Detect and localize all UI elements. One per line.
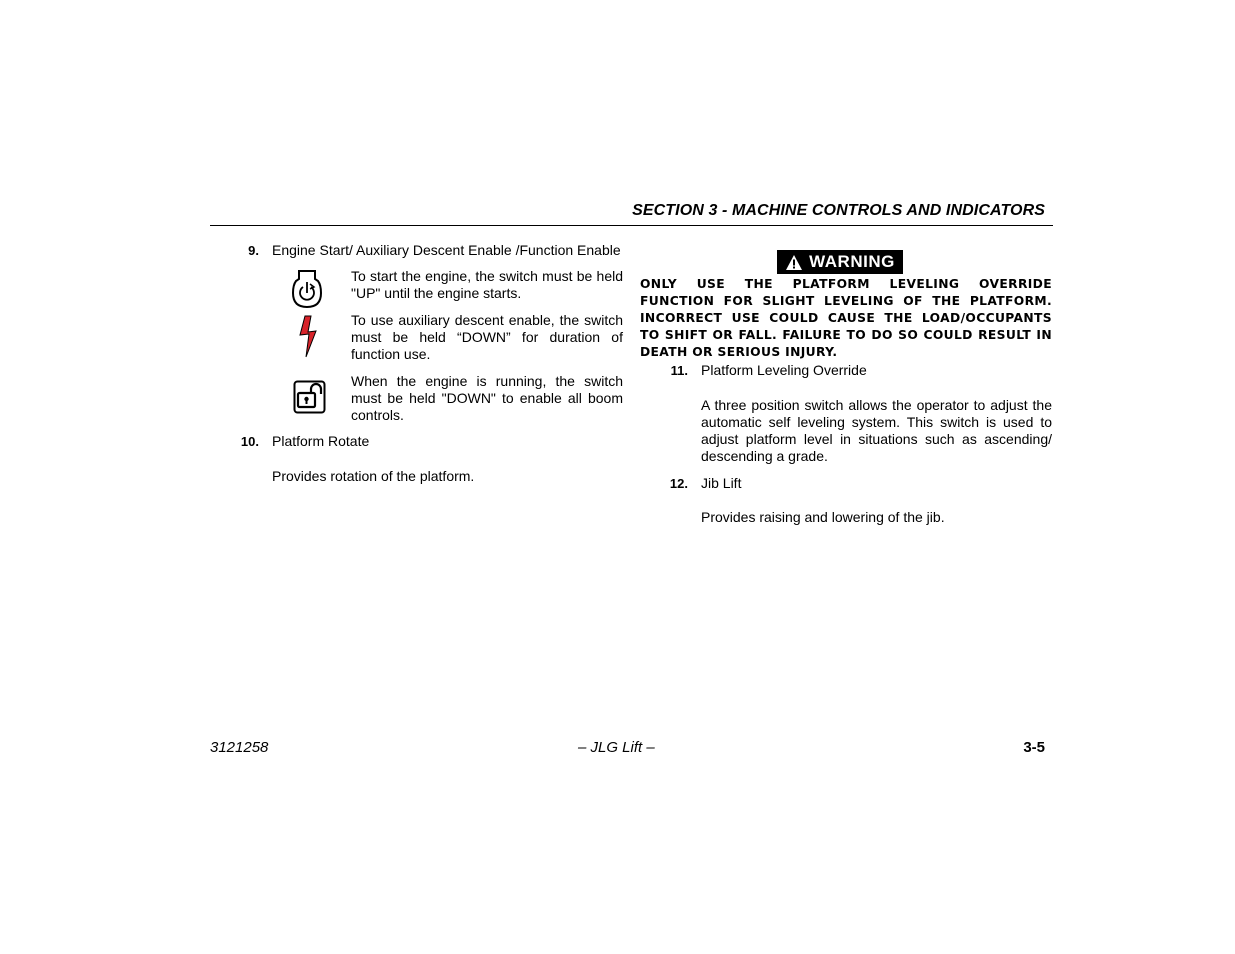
- footer-page-number: 3-5: [1023, 739, 1045, 756]
- item-9-title: Engine Start/ Auxiliary Descent Enable /Function Enable: [272, 242, 621, 258]
- item-12-description: Provides raising and lowering of the jib.: [701, 509, 945, 525]
- header-divider: [210, 225, 1053, 226]
- engine-start-icon: [291, 267, 323, 316]
- item-9-number: 9.: [248, 243, 259, 258]
- footer-publisher: – JLG Lift –: [578, 739, 655, 756]
- engine-start-text: To start the engine, the switch must be held "UP" until the engine starts.: [351, 268, 623, 301]
- item-10-title: Platform Rotate: [272, 433, 370, 449]
- function-enable-padlock-icon: [293, 380, 326, 419]
- footer-doc-number: 3121258: [210, 739, 269, 756]
- warning-label: WARNING: [809, 252, 895, 271]
- warning-text: ONLY USE THE PLATFORM LEVELING OVERRIDE FUNCTION FOR SLIGHT LEVELING OF THE PLATFORM. INCORRECT USE COULD CAUSE THE LOAD/OCCUPANTS TO SHIFT OR FALL. FAILURE TO DO SO COULD RESULT IN DEATH OR SERIOUS INJURY.: [640, 277, 1052, 359]
- item-12-number: 12.: [669, 476, 688, 491]
- item-11-description: A three position switch allows the operator to adjust the automatic self leveling system. This switch is used to adjust platform level in situations such as ascending/ descending a grade.: [701, 397, 1052, 464]
- section-title: SECTION 3 - MACHINE CONTROLS AND INDICATORS: [632, 202, 1045, 219]
- item-11-number: 11.: [670, 363, 688, 378]
- auxiliary-descent-text: To use auxiliary descent enable, the switch must be held “DOWN” for duration of function use.: [351, 312, 623, 362]
- function-enable-text: When the engine is running, the switch must be held "DOWN" to enable all boom controls.: [351, 373, 623, 423]
- auxiliary-power-lightning-icon: [297, 315, 319, 364]
- item-10-description: Provides rotation of the platform.: [272, 468, 475, 484]
- item-11-title: Platform Leveling Override: [701, 362, 867, 378]
- item-10-number: 10.: [240, 434, 259, 449]
- item-12-title: Jib Lift: [701, 475, 742, 491]
- warning-label-box: [777, 250, 903, 274]
- warning-triangle-icon: [785, 254, 803, 271]
